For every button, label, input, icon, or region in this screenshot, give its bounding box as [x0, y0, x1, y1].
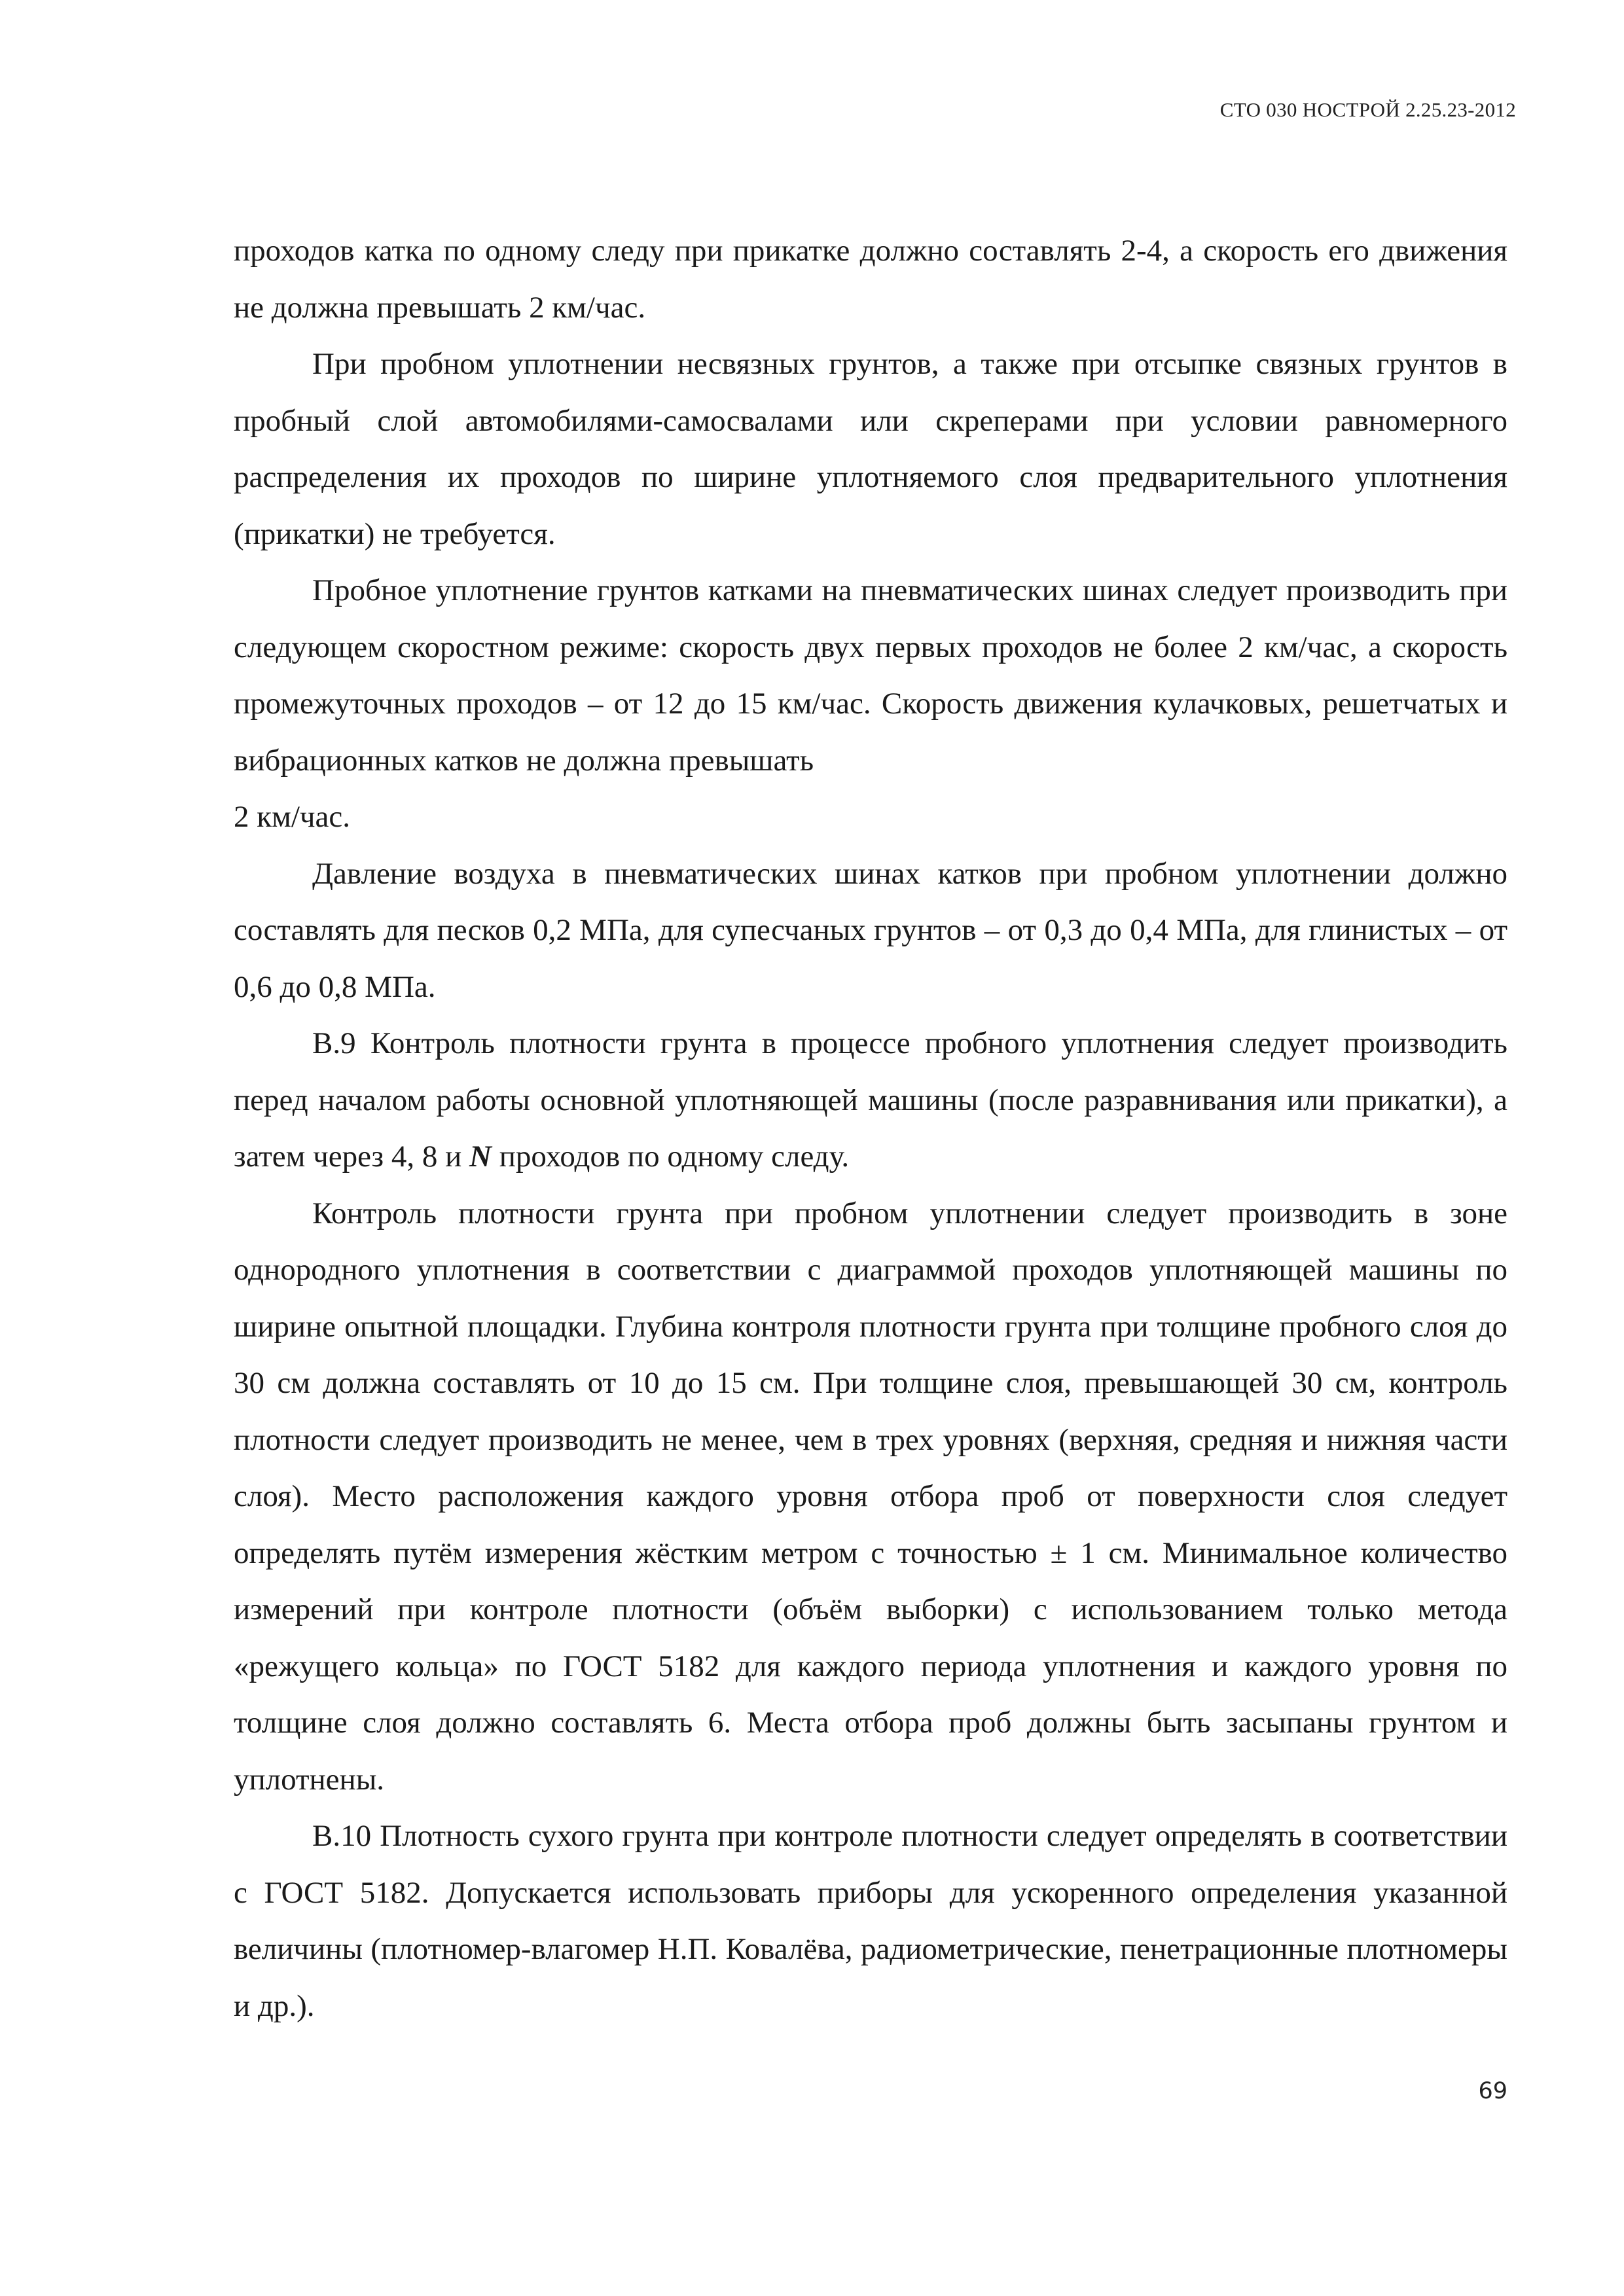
- body-text: [234, 223, 1507, 2034]
- clause-b9: [234, 1015, 1507, 1185]
- clause-b10: В.10 Плотность сухого грунта при контроле плотности следует определять в соответствии с ГОСТ 5182. Допускается использовать приборы для ускоренного определения указанной величины (плотномер-влагомер Н.П. Ковалёва, радиометрические, пенетрационные плотномеры и др.).: [234, 1819, 1507, 2023]
- running-header: СТО 030 НОСТРОЙ 2.25.23-2012: [1219, 98, 1516, 121]
- variable-n: N: [469, 1139, 492, 1174]
- paragraph: При пробном уплотнении несвязных грунтов, а также при отсыпке связных грунтов в пробный слой автомобилями-самосвалами или скреперами при условии равномерного распределения их проходов по ширине уплотняемого слоя предварительного уплотнения (прикатки) не требуется.: [234, 347, 1507, 551]
- clause-b9-text: В.9 Контроль плотности грунта в процессе пробного уплотнения следует производить перед началом работы основной уплотняющей машины (после разравнивания или прикатки), а затем через 4, 8 и: [234, 1026, 1507, 1174]
- paragraph-continuation: 2 км/час.: [234, 800, 350, 834]
- page-number: 69: [1478, 2078, 1507, 2104]
- clause-b9-text-end: проходов по одному следу.: [491, 1139, 850, 1174]
- paragraph-continuation: проходов катка по одному следу при прикатке должно составлять 2-4, а скорость его движения не должна превышать 2 км/час.: [234, 234, 1507, 325]
- paragraph: Контроль плотности грунта при пробном уплотнении следует производить в зоне однородного уплотнения в соответствии с диаграммой проходов уплотняющей машины по ширине опытной площадки. Глубина контроля плотности грунта при толщине пробного слоя до 30 см должна составлять от 10 до 15 см. При толщине слоя, превышающей 30 см, контроль плотности следует производить не менее, чем в трех уровнях (верхняя, средняя и нижняя части слоя). Место расположения каждого уровня отбора проб от поверхности слоя следует определять путём измерения жёстким метром с точностью ± 1 см. Минимальное количество измерений при контроле плотности (объём выборки) с использованием только метода «режущего кольца» по ГОСТ 5182 для каждого периода уплотнения и каждого уровня по толщине слоя должно составлять 6. Места отбора проб должны быть засыпаны грунтом и уплотнены.: [234, 1196, 1507, 1797]
- paragraph: Пробное уплотнение грунтов катками на пневматических шинах следует производить при следующем скоростном режиме: скорость двух первых проходов не более 2 км/час, а скорость промежуточных проходов – от 12 до 15 км/час. Скорость движения кулачковых, решетчатых и вибрационных катков не должна превышать: [234, 573, 1507, 778]
- paragraph: Давление воздуха в пневматических шинах катков при пробном уплотнении должно составлять для песков 0,2 МПа, для супесчаных грунтов – от 0,3 до 0,4 МПа, для глинистых – от 0,6 до 0,8 МПа.: [234, 856, 1507, 1004]
